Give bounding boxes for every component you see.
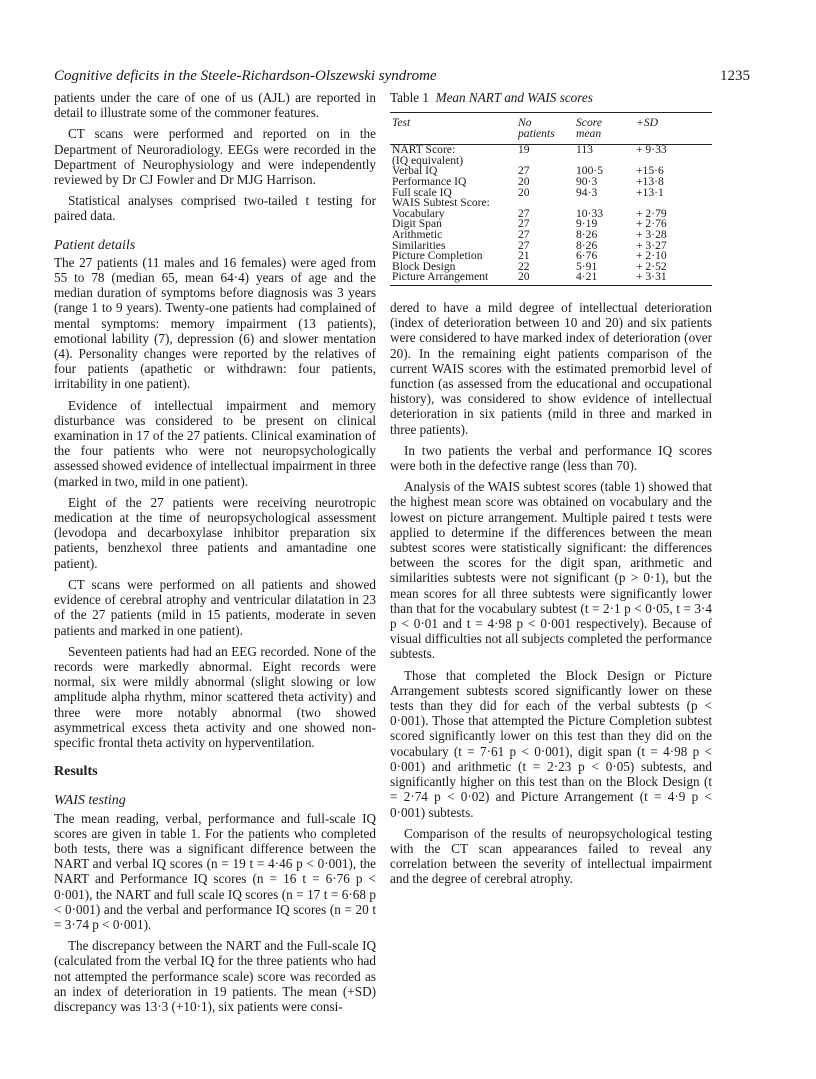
header-score-line2: mean xyxy=(576,126,602,140)
cell-test: Digit Span xyxy=(392,217,442,231)
table-body xyxy=(390,145,712,286)
cell-n-patients: 20 xyxy=(518,185,530,199)
cell-sd: + 3·27 xyxy=(636,238,667,252)
cell-sd: +15·6 xyxy=(636,164,664,178)
cell-score-mean: 4·21 xyxy=(574,272,634,285)
cell-score-mean: 8·26 xyxy=(576,238,598,252)
header-n-patients xyxy=(516,113,574,145)
body-paragraph: In two patients the verbal and performance IQ scores were both in the defective range (less than 70). xyxy=(390,442,712,474)
cell-n-patients: 27 xyxy=(518,206,530,220)
scores-table xyxy=(390,112,712,286)
cell-test: NART Score: xyxy=(392,143,456,157)
cell-score-mean: 94·3 xyxy=(576,185,598,199)
header-score-mean xyxy=(574,113,634,145)
cell-score-mean: 9·19 xyxy=(576,217,598,231)
body-paragraph: CT scans were performed and reported on in the Department of Neuroradiology. EEGs were recorded in the Department of Neurophysiology and were independently reviewed by Dr CJ Fowler and Dr MJG Harrison. xyxy=(54,126,376,188)
cell-sd: + 2·79 xyxy=(636,206,667,220)
body-paragraph: Evidence of intellectual impairment and memory disturbance was considered to be present on clinical examination in 17 of the 27 patients. Clinical examination of the four patients who were not neuropsychologically assessed showed evidence of intellectual impairment in three (marked in two, mild in one patient). xyxy=(54,397,376,489)
cell-n-patients: 20 xyxy=(518,174,530,188)
header-n-line2: patients xyxy=(518,126,555,140)
cell-sd: +13·8 xyxy=(636,174,664,188)
body-paragraph: CT scans were performed on all patients and showed evidence of cerebral atrophy and ventricular dilatation in 23 of the 27 patients (mild in 15 patients, moderate in seven patients and marked in one patient). xyxy=(54,576,376,638)
cell-sd: + 3·28 xyxy=(636,227,667,241)
cell-test: (IQ equivalent) xyxy=(392,153,464,167)
cell-sd: + 2·76 xyxy=(636,217,667,231)
header-test: Test xyxy=(390,113,516,145)
cell-test: Picture Completion xyxy=(392,249,483,263)
cell-n-patients: 27 xyxy=(518,227,530,241)
cell-n-patients: 19 xyxy=(518,143,530,157)
body-paragraph: Statistical analyses comprised two-tailed t testing for paired data. xyxy=(54,193,376,224)
cell-sd: + 2·10 xyxy=(636,249,667,263)
cell-n-patients: 21 xyxy=(518,249,530,263)
cell-sd: + 2·52 xyxy=(636,259,667,273)
cell-n-patients: 27 xyxy=(518,238,530,252)
cell-score-mean: 5·91 xyxy=(576,259,598,273)
table-label: Table 1 xyxy=(390,90,429,105)
body-paragraph: dered to have a mild degree of intellectual deterioration (index of deterioration between 10 and 20) and six patients were considered to have marked index of deterioration (over 20). In the remaining eight patients comparison of the current WAIS scores with the estimated premorbid level of function (as assessed from the educational and occupational history), was considered to show evidence of intellectual deterioration in six patients (mild in three and marked in three patients). xyxy=(390,300,712,437)
cell-sd: +13·1 xyxy=(636,185,664,199)
cell-n-patients: 27 xyxy=(518,217,530,231)
cell-score-mean: 113 xyxy=(576,143,593,157)
body-paragraph: patients under the care of one of us (AJL) are reported in detail to illustrate some of the commoner features. xyxy=(54,90,376,121)
header-n-line1: No xyxy=(518,116,532,129)
cell-test: WAIS Subtest Score: xyxy=(392,196,490,210)
body-paragraph: The 27 patients (11 males and 16 females) were aged from 55 to 78 (median 65, mean 64·4) years of age and the median duration of symptoms before diagnosis was 3 years (range 1 to 9 years). Twenty-one patients had complained of mental symptoms: memory impairment (13 patients), emotional lability (7), depression (6) and slower mentation (4). Personality changes were reported by the relatives of four patients (apathetic or withdrawn: four patients, irritability in one patient). xyxy=(54,254,376,392)
body-paragraph: The discrepancy between the NART and the Full-scale IQ (calculated from the verbal IQ for the three patients who had not attempted the performance scale) score was recorded as an index of deterioration in 19 patients. The mean (+SD) discrepancy was 13·3 (+10·1), six patients were consi- xyxy=(54,938,376,1014)
body-paragraph: Eight of the 27 patients were receiving neurotropic medication at the time of neuropsychological assessment (levodopa and decarboxylase inhibitor preparation six patients, benzhexol three patients and amantadine one patient). xyxy=(54,494,376,571)
cell-test: Full scale IQ xyxy=(392,185,452,199)
table-row xyxy=(390,272,712,285)
body-paragraph: Those that completed the Block Design or Picture Arrangement subtests scored significantly lower on these tests than they did for each of the verbal subtests (p < 0·001). Those that attempted the Picture Completion subtest scored significantly lower on this test than they did on the vocabulary (t = 7·61 p < 0·001), digit span (t = 4·98 p < 0·001) and arithmetic (t = 2·23 p < 0·05) subtests, and significantly higher on this test than on the Block Design (t = 2·74 p < 0·02) and Picture Arrangement (t = 4·9 p < 0·001) subtests. xyxy=(390,667,712,820)
header-sd: +SD xyxy=(634,113,712,145)
right-column xyxy=(390,300,712,893)
cell-sd: + 9·33 xyxy=(636,143,667,157)
cell-test: Picture Arrangement xyxy=(390,272,516,285)
page-number: 1235 xyxy=(720,68,750,84)
cell-n-patients: 22 xyxy=(518,259,530,273)
table-header-row xyxy=(390,113,712,145)
section-heading-results: Results xyxy=(54,764,98,780)
cell-test: Verbal IQ xyxy=(392,164,438,178)
table-title: Mean NART and WAIS scores xyxy=(435,90,593,105)
running-header-title: Cognitive deficits in the Steele-Richardson-Olszewski syndrome xyxy=(54,68,437,84)
left-column xyxy=(54,90,376,1020)
table-caption xyxy=(390,90,712,106)
cell-test: Arithmetic xyxy=(392,227,443,241)
cell-score-mean: 90·3 xyxy=(576,174,598,188)
cell-score-mean: 8·26 xyxy=(576,227,598,241)
body-paragraph: Analysis of the WAIS subtest scores (table 1) showed that the highest mean score was obtained on vocabulary and the lowest on picture arrangement. Multiple paired t tests were applied to determine if the differences between the mean subtest scores were statistically significant: the differences between the scores for the digit span, arithmetic and similarities subtests were not significant (p > 0·1), but the mean scores for all three subtests were significantly lower than that for the vocabulary subtest (t = 2·1 p < 0·05, t = 3·4 p < 0·01 and t = 4·98 p < 0·001 respectively). Because of visual difficulties not all subjects completed the performance subtests. xyxy=(390,479,712,662)
cell-test: Performance IQ xyxy=(392,174,467,188)
cell-sd: + 3·31 xyxy=(634,272,712,285)
section-heading-wais-testing: WAIS testing xyxy=(54,793,126,809)
body-paragraph: Comparison of the results of neuropsychological testing with the CT scan appearances failed to reveal any correlation between the severity of intellectual impairment and the degree of cerebral atrophy. xyxy=(390,825,712,887)
cell-test: Block Design xyxy=(392,259,456,273)
header-score-line1: Score xyxy=(576,116,602,129)
cell-score-mean: 6·76 xyxy=(576,249,598,263)
table-1 xyxy=(390,90,712,286)
body-paragraph: Seventeen patients had had an EEG recorded. None of the records were markedly abnormal. Eight records were normal, six were mildly abnormal (slight slowing or low amplitude alpha rhythm, minor scattered theta activity) and three were more notably abnormal (two showed asymmetrical excess theta activity and one showed non-specific frontal theta activity on hyperventilation. xyxy=(54,643,376,750)
cell-n-patients: 20 xyxy=(516,272,574,285)
cell-score-mean: 100·5 xyxy=(576,164,604,178)
body-paragraph: The mean reading, verbal, performance and full-scale IQ scores are given in table 1. For the patients who completed both tests, there was a significant difference between the NART and verbal IQ scores (n = 19 t = 4·46 p < 0·001), the NART and Performance IQ scores (n = 16 t = 6·76 p < 0·001), the NART and full scale IQ scores (n = 17 t = 6·68 p < 0·001) and the verbal and performance IQ scores (n = 20 t = 3·74 p < 0·001). xyxy=(54,810,376,932)
cell-test: Vocabulary xyxy=(392,206,445,220)
cell-n-patients: 27 xyxy=(518,164,530,178)
cell-score-mean: 10·33 xyxy=(576,206,604,220)
cell-test: Similarities xyxy=(392,238,446,252)
section-heading-patient-details: Patient details xyxy=(54,237,136,253)
